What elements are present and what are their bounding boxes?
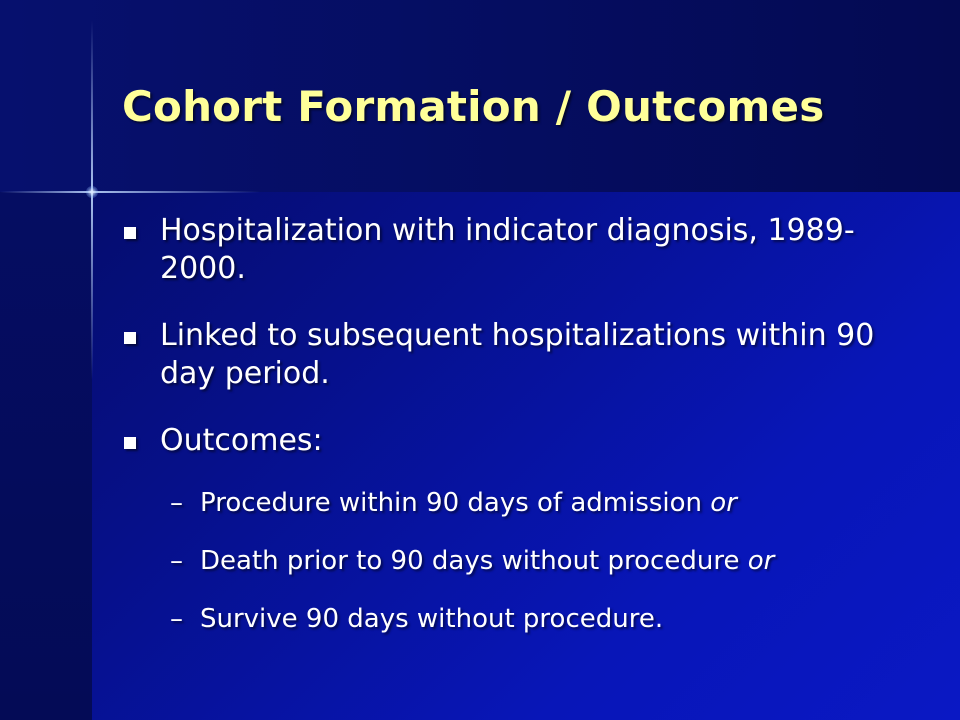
left-band (0, 192, 92, 720)
sub-item-text: Death prior to 90 days without procedure (200, 546, 748, 576)
bullet-text: Outcomes: (160, 423, 323, 458)
sub-item-text: Procedure within 90 days of admission (200, 488, 711, 518)
starburst-vertical-ray (91, 20, 93, 380)
bullet-list (122, 212, 912, 489)
outcomes-sub-list (170, 486, 910, 660)
bullet-text: Hospitalization with indicator diagnosis, 1989-2000. (160, 213, 855, 286)
sub-item-procedure (170, 486, 910, 520)
dash-icon: – (170, 546, 183, 576)
square-bullet-icon (124, 332, 136, 344)
slide-title: Cohort Formation / Outcomes (122, 82, 825, 131)
sub-item-survive (170, 602, 910, 636)
bullet-text: Linked to subsequent hospitalizations within 90 day period. (160, 318, 875, 391)
sub-item-death (170, 544, 910, 578)
starburst-horizontal-ray (0, 191, 260, 193)
bullet-item-linked (122, 317, 912, 393)
sub-item-emphasis: or (747, 546, 775, 576)
square-bullet-icon (124, 437, 136, 449)
bullet-item-outcomes (122, 422, 912, 460)
square-bullet-icon (124, 227, 136, 239)
dash-icon: – (170, 604, 183, 634)
sub-item-text: Survive 90 days without procedure. (200, 604, 664, 634)
sub-item-emphasis: or (710, 488, 737, 518)
dash-icon: – (170, 488, 183, 518)
starburst-sparkle-icon (86, 186, 98, 198)
bullet-item-hospitalization (122, 212, 912, 288)
